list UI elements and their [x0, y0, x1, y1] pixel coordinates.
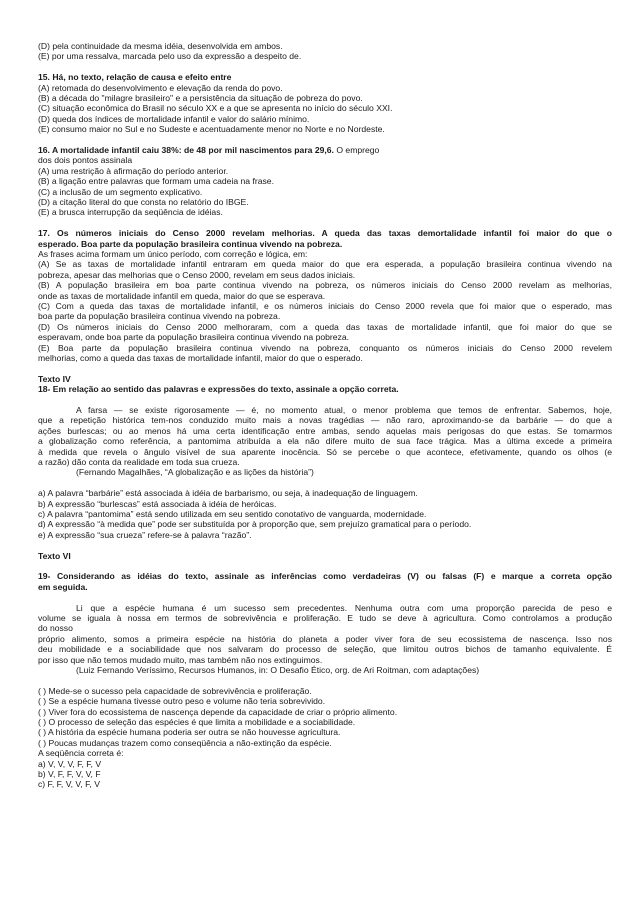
- q19-item-1: ( ) Mede-se o sucesso pela capacidade de sobrevivência e proliferação.: [38, 685, 312, 696]
- q17-option-c-line1: (C) Com a queda das taxas de mortalidade infantil, e os números iniciais do Censo 2000 revela que foi maior que o esperado, mas: [38, 301, 612, 312]
- q17-option-d-line2: esperavam, onde boa parte da população brasileira continua vivendo na pobreza.: [38, 332, 350, 343]
- q17-option-e-line1: (E) Boa parte da população brasileira continua vivendo na pobreza, conquanto os números iniciais do Censo 2000 revelem: [38, 342, 612, 353]
- q19-item-4: ( ) O processo de seleção das espécies é que limita a mobilidade e a sociabilidade.: [38, 717, 356, 727]
- q16-title-bold: 16. A mortalidade infantil caiu 38%: de 48 por mil nascimentos para 29,6.: [38, 145, 334, 156]
- q18-option-a: a) A palavra “barbárie” está associada à idéia de barbarismo, ou seja, à inadequação de linguagem.: [38, 488, 418, 499]
- q19-title-line2: em seguida.: [38, 581, 88, 592]
- q19-item-5: ( ) A história da espécie humana poderia ser outra se não houvesse agricultura.: [38, 727, 341, 738]
- q17-option-a-line2: pobreza, apesar das melhorias que o Censo 2000, revelam em seus dados iniciais.: [38, 269, 356, 280]
- texto-vi-paragraph-line5: deu mobilidade e a sociabilidade que nos salvaram do processo de seleção, que limitou outros bichos de tamanho equivalente. É: [38, 644, 612, 655]
- texto-vi-source: (Luiz Fernando Veríssimo, Recursos Humanos, in: O Desafio Ético, org. de Ari Roitman, com adaptações): [76, 664, 480, 675]
- q17-title-line1: 17. Os números iniciais do Censo 2000 revelam melhorias. A queda das taxas demortalidade infantil foi maior do que o: [38, 228, 612, 239]
- texto-iv-paragraph-line4: a globalização como referência, a pantomima atribuída a ela não difere muito de sua face trágica. Mas a última excede a primeira: [38, 436, 612, 447]
- q14-option-d: (D) pela continuidade da mesma idéia, desenvolvida em ambos.: [38, 41, 283, 51]
- q19-answer-a: a) V, V, V, F, F, V: [38, 758, 102, 769]
- texto-iv-heading: Texto IV: [38, 373, 71, 384]
- texto-iv-paragraph-line1: A farsa — se existe rigorosamente — é, no momento atual, o menor problema que temos de enfrentar. Sabemos, hoje,: [76, 405, 612, 416]
- q14-option-e: (E) por uma ressalva, marcada pelo uso da expressão a despeito de.: [38, 51, 302, 62]
- texto-iv-paragraph-line6: a razão) dão conta da realidade em toda sua crueza.: [38, 457, 240, 467]
- q18-option-d: d) A expressão “à medida que” pode ser substituída por à proporção que, sem prejuízo gramatical para o período.: [38, 519, 472, 530]
- texto-iv-paragraph-line2: que a repetição histórica tem-nos conduzido muito mais a novas tragédias — não raro, aproximando-se da barbárie — do que a: [38, 415, 612, 426]
- q15-option-e: (E) consumo maior no Sul e no Sudeste e acentuadamente menor no Norte e no Nordeste.: [38, 124, 385, 135]
- q19-answer-b: b) V, F, F, V, V, F: [38, 769, 101, 780]
- q15-option-b: (B) a década do "milagre brasileiro" e a persistência da situação de pobreza do povo.: [38, 93, 363, 104]
- q18-title: 18- Em relação ao sentido das palavras e expressões do texto, assinale a opção correta.: [38, 384, 399, 395]
- q16-option-e: (E) a brusca interrupção da seqüência de idéias.: [38, 207, 223, 218]
- q17-intro: As frases acima formam um único período, com correção e lógica, em:: [38, 249, 308, 260]
- texto-vi-paragraph-line3: do nosso: [38, 623, 73, 634]
- texto-vi-paragraph-line2: volume se iguala à nossa em termos de sobrevivência e proliferação. E tudo se deve à agricultura. Como controlamos a produção: [38, 613, 612, 623]
- q16-option-b: (B) a ligação entre palavras que formam uma cadeia na frase.: [38, 176, 274, 187]
- texto-vi-paragraph-line6: por isso que não temos mudado muito, mas também não nos extinguimos.: [38, 654, 323, 665]
- q16-option-a: (A) uma restrição à afirmação do período anterior.: [38, 165, 229, 176]
- q18-option-b: b) A expressão “burlescas” está associada à idéia de heróicas.: [38, 498, 277, 509]
- q15-title: 15. Há, no texto, relação de causa e efeito entre: [38, 72, 232, 83]
- q17-option-c-line2: boa parte da população brasileira continua vivendo na pobreza.: [38, 311, 281, 322]
- texto-vi-paragraph-line4: próprio alimento, somos a primeira espécie na história do planeta a poder viver fora de seu ecossistema de nascença. Isso nos: [38, 633, 612, 644]
- texto-iv-paragraph-line5: à medida que revela o ângulo visível de sua aparente inocência. Só se percebe o que acontece, efetivamente, quando os olhos (e: [38, 446, 612, 457]
- q16-title-rest: O emprego: [333, 145, 380, 156]
- texto-iv-paragraph-line3: ações burlescas; ou ao menos há uma certa identificação entre ambas, sendo aquelas mais perigosas do que estas. Se tomarmos: [38, 425, 612, 436]
- q19-answer-intro: A seqüência correta é:: [38, 748, 124, 759]
- q16-title: [38, 145, 612, 155]
- q15-option-c: (C) situação econômica do Brasil no século XX e a que se apresenta no início do século XXI.: [38, 103, 393, 114]
- q18-option-e: e) A expressão “sua crueza” refere-se à palavra “razão”.: [38, 529, 252, 540]
- q19-title-line1: 19- Considerando as idéias do texto, assinale as inferências como verdadeiras (V) ou falsas (F) e marque a correta opção: [38, 571, 612, 582]
- q19-item-2: ( ) Se a espécie humana tivesse outro peso e volume não teria sobrevivido.: [38, 696, 326, 707]
- q17-option-a-line1: (A) Se as taxas de mortalidade infantil entraram em queda maior do que era esperada, a população brasileira continua vivendo na: [38, 259, 612, 270]
- q18-option-c: c) A palavra “pantomima” está sendo utilizada em seu sentido conotativo de vanguarda, modernidade.: [38, 509, 427, 520]
- q17-title-line2: esperado. Boa parte da população brasileira continua vivendo na pobreza.: [38, 238, 343, 249]
- q17-option-b-line2: onde as taxas de mortalidade infantil em queda, maior do que se esperava.: [38, 290, 326, 301]
- texto-vi-heading: Texto VI: [38, 550, 71, 561]
- q17-option-d-line1: (D) Os números iniciais do Censo 2000 melhoraram, com a queda das taxas de mortalidade infantil, que foi maior do que se: [38, 321, 612, 332]
- q15-option-a: (A) retomada do desenvolvimento e elevação da renda do povo.: [38, 82, 283, 93]
- q19-answer-c: c) F, F, V, V, F, V: [38, 779, 100, 790]
- q15-option-d: (D) queda dos índices de mortalidade infantil e valor do salário mínimo.: [38, 113, 310, 124]
- q16-option-d: (D) a citação literal do que consta no relatório do IBGE.: [38, 197, 249, 208]
- q16-title-line2: dos dois pontos assinala: [38, 155, 133, 166]
- texto-iv-source: (Fernando Magalhães, “A globalização e as lições da história”): [76, 467, 314, 478]
- texto-vi-paragraph-line1: Li que a espécie humana é um sucesso sem precedentes. Nenhuma outra com uma proporção parecida de peso e: [76, 602, 612, 613]
- q16-option-c: (C) a inclusão de um segmento explicativo.: [38, 186, 203, 197]
- q17-option-b-line1: (B) A população brasileira em boa parte continua vivendo na pobreza, os números iniciais do Censo 2000 revelam as melhorias,: [38, 280, 612, 291]
- q17-option-e-line2: melhorias, como a queda das taxas de mortalidade infantil, maior do que o esperado.: [38, 353, 363, 364]
- q19-item-3: ( ) Viver fora do ecossistema de nascença depende da capacidade de criar o próprio alimento.: [38, 706, 398, 717]
- q19-item-6: ( ) Poucas mudanças trazem como conseqüência a não-extinção da espécie.: [38, 737, 332, 748]
